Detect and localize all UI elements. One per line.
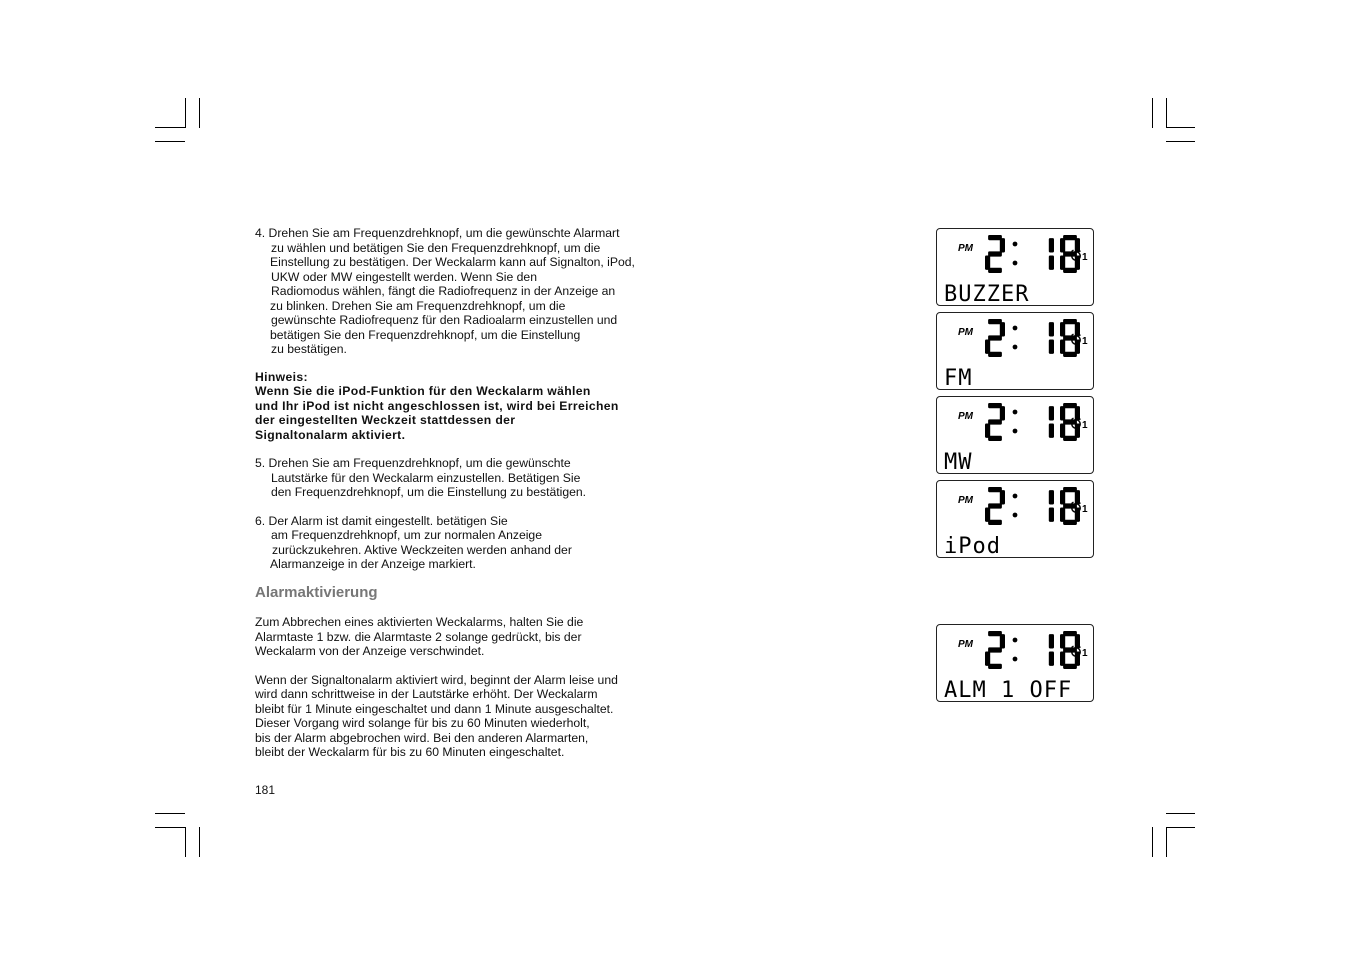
para-cancel-line: Alarmtaste 1 bzw. die Alarmtaste 2 solange gedrückt, bis der bbox=[255, 629, 582, 644]
lcd-digit bbox=[1049, 406, 1054, 438]
para-buzzer-line: wird dann schrittweise in der Lautstärke erhöht. Der Weckalarm bbox=[255, 687, 598, 701]
lcd-digit bbox=[985, 403, 1005, 441]
lcd-alarm-number: 1 bbox=[1082, 648, 1088, 659]
step-4-line: UKW oder MW eingestellt werden. Wenn Sie den bbox=[271, 269, 537, 284]
step-5-line: Lautstärke für den Weckalarm einzustellen. Betätigen Sie bbox=[271, 470, 581, 485]
lcd-display-buzzer bbox=[936, 228, 1094, 306]
manual-text-column bbox=[255, 226, 675, 760]
lcd-display-ipod bbox=[936, 480, 1094, 558]
lcd-text: FM bbox=[944, 366, 973, 389]
lcd-ampm: PM bbox=[958, 639, 973, 650]
para-cancel-line: Weckalarm von der Anzeige verschwindet. bbox=[255, 644, 485, 658]
lcd-display-alarm-off bbox=[936, 624, 1094, 702]
lcd-colon bbox=[1013, 242, 1018, 266]
lcd-text: ALM 1 OFF bbox=[944, 678, 1073, 701]
lcd-text: MW bbox=[944, 450, 973, 473]
lcd-hour bbox=[985, 487, 1005, 525]
lcd-digit bbox=[1049, 322, 1054, 354]
lcd-screen bbox=[937, 229, 1093, 305]
lcd-segment bbox=[1049, 406, 1054, 420]
page-number: 181 bbox=[255, 783, 276, 797]
step-4-line: Einstellung zu bestätigen. Der Weckalarm kann auf Signalton, iPod, bbox=[270, 255, 635, 269]
lcd-segment bbox=[1049, 322, 1054, 336]
note-block bbox=[255, 370, 675, 443]
step-4-line: betätigen Sie den Frequenzdrehknopf, um die Einstellung bbox=[270, 327, 581, 342]
lcd-digit bbox=[1049, 634, 1054, 666]
step-6 bbox=[255, 514, 675, 572]
lcd-display-mw bbox=[936, 396, 1094, 474]
lcd-segment bbox=[1000, 322, 1005, 336]
lcd-alarm-number: 1 bbox=[1082, 504, 1088, 515]
lcd-segment bbox=[988, 268, 1002, 273]
lcd-segment bbox=[1000, 490, 1005, 504]
lcd-minute bbox=[1049, 403, 1080, 441]
lcd-segment bbox=[1049, 508, 1054, 522]
para-buzzer-line: bleibt der Weckalarm für bis zu 60 Minuten eingeschaltet. bbox=[255, 745, 565, 759]
lcd-segment bbox=[1049, 238, 1054, 252]
lcd-ampm: PM bbox=[958, 411, 973, 422]
lcd-segment bbox=[988, 647, 1002, 652]
para-cancel-line: Zum Abbrechen eines aktivierten Weckalarms, halten Sie die bbox=[255, 615, 584, 629]
lcd-screen bbox=[937, 481, 1093, 557]
lcd-segment bbox=[1049, 634, 1054, 648]
lcd-segment bbox=[1060, 256, 1065, 270]
lcd-digit bbox=[1060, 487, 1080, 525]
lcd-alarm-number: 1 bbox=[1082, 252, 1088, 263]
lcd-segment bbox=[985, 340, 990, 354]
lcd-text: BUZZER bbox=[944, 282, 1030, 305]
para-cancel bbox=[255, 615, 675, 659]
para-buzzer bbox=[255, 673, 675, 760]
lcd-ampm: PM bbox=[958, 243, 973, 254]
lcd-segment bbox=[1060, 490, 1065, 504]
lcd-segment bbox=[1000, 406, 1005, 420]
lcd-minute bbox=[1049, 235, 1080, 273]
lcd-digit bbox=[1049, 490, 1054, 522]
lcd-digit bbox=[985, 235, 1005, 273]
step-4-line: gewünschte Radiofrequenz für den Radioalarm einzustellen und bbox=[271, 313, 618, 327]
step-4-line: 4. Drehen Sie am Frequenzdrehknopf, um die gewünschte Alarmart bbox=[255, 226, 620, 240]
lcd-segment bbox=[1060, 340, 1065, 354]
lcd-digit bbox=[985, 319, 1005, 357]
lcd-segment bbox=[985, 424, 990, 438]
lcd-segment bbox=[1049, 256, 1054, 270]
note-line: Wenn Sie die iPod-Funktion für den Weckalarm wählen bbox=[255, 384, 591, 398]
note-title: Hinweis: bbox=[255, 369, 308, 384]
step-6-line: Alarmanzeige in der Anzeige markiert. bbox=[270, 557, 476, 571]
step-5-line: den Frequenzdrehknopf, um die Einstellung zu bestätigen. bbox=[271, 485, 587, 499]
lcd-segment bbox=[1049, 340, 1054, 354]
lcd-digit bbox=[1060, 631, 1080, 669]
step-5 bbox=[255, 456, 675, 500]
lcd-digit bbox=[1060, 235, 1080, 273]
lcd-segment bbox=[988, 251, 1002, 256]
lcd-segment bbox=[985, 652, 990, 666]
lcd-segment bbox=[1060, 238, 1065, 252]
lcd-segment bbox=[1060, 406, 1065, 420]
step-4-line: Radiomodus wählen, fängt die Radiofrequenz in der Anzeige an bbox=[271, 284, 616, 298]
step-5-line: 5. Drehen Sie am Frequenzdrehknopf, um die gewünschte bbox=[255, 456, 571, 470]
lcd-ampm: PM bbox=[958, 327, 973, 338]
lcd-colon bbox=[1013, 326, 1018, 350]
lcd-minute bbox=[1049, 631, 1080, 669]
lcd-segment bbox=[985, 508, 990, 522]
para-buzzer-line: Wenn der Signaltonalarm aktiviert wird, beginnt der Alarm leise und bbox=[255, 672, 618, 687]
lcd-segment bbox=[985, 256, 990, 270]
lcd-segment bbox=[1060, 508, 1065, 522]
lcd-segment bbox=[1060, 634, 1065, 648]
lcd-segment bbox=[988, 419, 1002, 424]
lcd-text: iPod bbox=[944, 534, 1001, 557]
lcd-digit bbox=[1060, 403, 1080, 441]
section-heading: Alarmaktivierung bbox=[255, 583, 378, 601]
lcd-segment bbox=[1049, 652, 1054, 666]
lcd-digit bbox=[1049, 238, 1054, 270]
lcd-segment bbox=[988, 664, 1002, 669]
lcd-segment bbox=[988, 503, 1002, 508]
step-6-line: 6. Der Alarm ist damit eingestellt. betätigen Sie bbox=[255, 513, 508, 528]
note-line: und Ihr iPod ist nicht angeschlossen ist, wird bei Erreichen bbox=[255, 398, 619, 413]
step-4-line: zu bestätigen. bbox=[271, 342, 347, 356]
lcd-screen bbox=[937, 625, 1093, 701]
lcd-colon bbox=[1013, 494, 1018, 518]
note-line: Signaltonalarm aktiviert. bbox=[255, 427, 406, 442]
lcd-segment bbox=[1000, 238, 1005, 252]
lcd-hour bbox=[985, 631, 1005, 669]
step-4-line: zu wählen und betätigen Sie den Frequenzdrehknopf, um die bbox=[271, 240, 601, 255]
lcd-hour bbox=[985, 319, 1005, 357]
lcd-segment bbox=[1060, 424, 1065, 438]
step-6-line: zurückzukehren. Aktive Weckzeiten werden anhand der bbox=[272, 542, 572, 557]
lcd-segment bbox=[1060, 322, 1065, 336]
lcd-segment bbox=[988, 520, 1002, 525]
lcd-digit bbox=[1060, 319, 1080, 357]
lcd-digit bbox=[985, 631, 1005, 669]
lcd-segment bbox=[988, 335, 1002, 340]
lcd-segment bbox=[1049, 424, 1054, 438]
lcd-alarm-number: 1 bbox=[1082, 420, 1088, 431]
step-6-line: am Frequenzdrehknopf, um zur normalen Anzeige bbox=[271, 528, 542, 542]
para-buzzer-line: bis der Alarm abgebrochen wird. Bei den anderen Alarmarten, bbox=[255, 730, 589, 745]
lcd-segment bbox=[1060, 652, 1065, 666]
lcd-screen bbox=[937, 313, 1093, 389]
lcd-segment bbox=[1049, 490, 1054, 504]
lcd-segment bbox=[1000, 634, 1005, 648]
lcd-minute bbox=[1049, 487, 1080, 525]
lcd-minute bbox=[1049, 319, 1080, 357]
lcd-screen bbox=[937, 397, 1093, 473]
step-4 bbox=[255, 226, 675, 357]
lcd-segment bbox=[988, 352, 1002, 357]
lcd-colon bbox=[1013, 638, 1018, 662]
lcd-segment bbox=[988, 436, 1002, 441]
lcd-alarm-number: 1 bbox=[1082, 336, 1088, 347]
lcd-hour bbox=[985, 403, 1005, 441]
para-buzzer-line: bleibt für 1 Minute eingeschaltet und dann 1 Minute ausgeschaltet. bbox=[255, 701, 614, 716]
lcd-colon bbox=[1013, 410, 1018, 434]
note-line: der eingestellten Weckzeit stattdessen der bbox=[255, 413, 516, 427]
lcd-hour bbox=[985, 235, 1005, 273]
para-buzzer-line: Dieser Vorgang wird solange für bis zu 60 Minuten wiederholt, bbox=[255, 716, 590, 730]
lcd-display-fm bbox=[936, 312, 1094, 390]
lcd-ampm: PM bbox=[958, 495, 973, 506]
step-4-line: zu blinken. Drehen Sie am Frequenzdrehknopf, um die bbox=[270, 298, 566, 313]
lcd-digit bbox=[985, 487, 1005, 525]
